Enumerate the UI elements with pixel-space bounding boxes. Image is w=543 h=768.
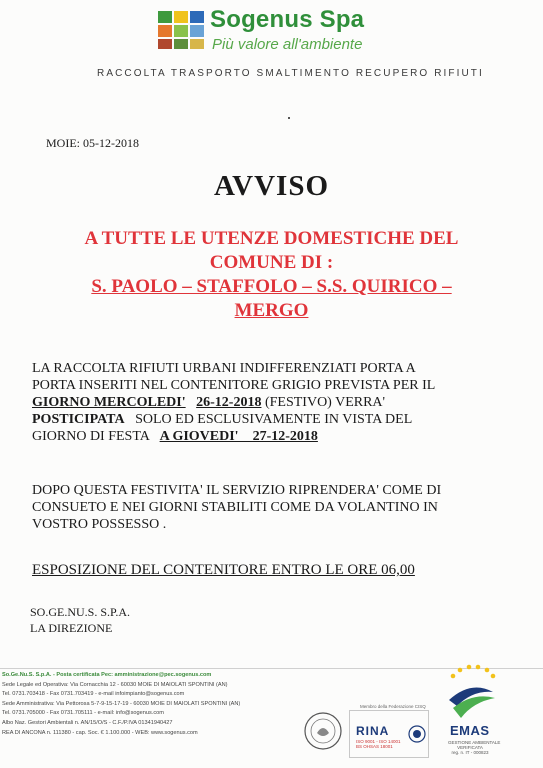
- emas-subtitle: [448, 740, 501, 755]
- scan-dot: [288, 117, 290, 119]
- footer-line: So.Ge.Nu.S. S.p.A. - Posta certificata Pec: amministrazione@pec.sogenus.com: [2, 672, 212, 678]
- emas-label: EMAS: [450, 723, 490, 738]
- notice-line-5-start: GIORNO DI FESTA: [32, 429, 160, 444]
- postponed-label: POSTICIPATA: [32, 412, 125, 427]
- footer-line: Tel. 0731.705000 - Fax 0731.705111 - e-mail: info@sogenus.com: [2, 710, 164, 717]
- recipients-line-2: COMUNE DI :: [209, 252, 334, 273]
- recipients-line-1: A TUTTE LE UTENZE DOMESTICHE DEL: [84, 228, 459, 249]
- notice-line-3-rest: (FESTIVO) VERRA': [261, 395, 386, 410]
- notice-line-4-rest: SOLO ED ESCLUSIVAMENTE IN VISTA DEL: [124, 412, 413, 427]
- rina-header: Membro della Federazione CISQ: [360, 704, 426, 709]
- brand-name: Sogenus Spa: [210, 6, 365, 33]
- page-title: AVVISO: [213, 170, 330, 202]
- footer-line: REA DI ANCONA n. 111380 - cap. Soc. € 1.100.000 - WEB: www.sogenus.com: [2, 729, 198, 736]
- footer-line: Tel. 0731.703418 - Fax 0731.703419 - e-mail infoimpianto@sogenus.com: [2, 691, 185, 698]
- rina-standard: BS OHSAS 18001: [356, 744, 393, 749]
- sogenus-logo-icon: [157, 10, 205, 50]
- notice-line-1: LA RACCOLTA RIFIUTI URBANI INDIFFERENZIATI PORTA A: [32, 361, 416, 376]
- original-day: GIORNO MERCOLEDI': [32, 395, 186, 410]
- new-date: A GIOVEDI' 27-12-2018: [159, 429, 318, 444]
- signature-company: SO.GE.NU.S. S.P.A.: [30, 605, 131, 619]
- emas-sub-line: VERIFICATA: [457, 745, 483, 750]
- resume-line-2: CONSUETO E NEI GIORNI STABILITI COME DA VOLANTINO IN: [32, 500, 438, 515]
- emas-logo-icon: [443, 662, 499, 722]
- footer-line: Sede Legale ed Operativa: Via Cornacchia 12 - 60030 MOIE DI MAIOLATI SPONTINI (AN): [2, 681, 228, 688]
- rina-standards: [356, 739, 401, 749]
- services-line: RACCOLTA TRASPORTO SMALTIMENTO RECUPERO RIFIUTI: [97, 68, 484, 79]
- signature-dept: LA DIREZIONE: [30, 621, 113, 635]
- signature-block: [30, 604, 130, 636]
- exposure-notice: ESPOSIZIONE DEL CONTENITORE ENTRO LE ORE 06,00: [32, 562, 415, 578]
- footer-line: Sede Amministrativa: Via Pettorosa 5-7-9-15-17-19 - 60030 MOIE DI MAIOLATI SPONTINI (AN): [2, 700, 241, 707]
- notice-line-4: [32, 411, 512, 428]
- certification-seal-icon: [303, 711, 343, 751]
- emas-sub-line: GESTIONE AMBIENTALE: [448, 740, 501, 745]
- rina-standard: ISO 9001 - ISO 14001: [356, 739, 401, 744]
- resume-line-1: DOPO QUESTA FESTIVITA' IL SERVIZIO RIPRENDERA' COME DI: [32, 483, 442, 498]
- recipients-line-4: MERGO: [234, 300, 309, 321]
- notice-paragraph: [32, 360, 512, 445]
- notice-line-5: [32, 428, 512, 445]
- resume-line-3: VOSTRO POSSESSO .: [32, 517, 167, 532]
- notice-line-2: PORTA INSERITI NEL CONTENITORE GRIGIO PREVISTA PER IL: [32, 378, 436, 393]
- brand-tagline: Più valore all'ambiente: [212, 36, 363, 53]
- document-date: MOIE: 05-12-2018: [46, 136, 139, 150]
- footer-info: [2, 671, 302, 738]
- emas-sub-line: reg. n. IT - 000823: [451, 750, 489, 755]
- recipients-line-3: S. PAOLO – STAFFOLO – S.S. QUIRICO –: [91, 276, 452, 297]
- notice-line-3: [32, 394, 512, 411]
- rina-label: RINA: [356, 724, 390, 738]
- original-date: 26-12-2018: [196, 395, 262, 410]
- footer-line: Albo Naz. Gestori Ambientali n. AN/15/O/S - C.F./P.IVA 01341940427: [2, 719, 173, 726]
- resume-paragraph: [32, 482, 512, 533]
